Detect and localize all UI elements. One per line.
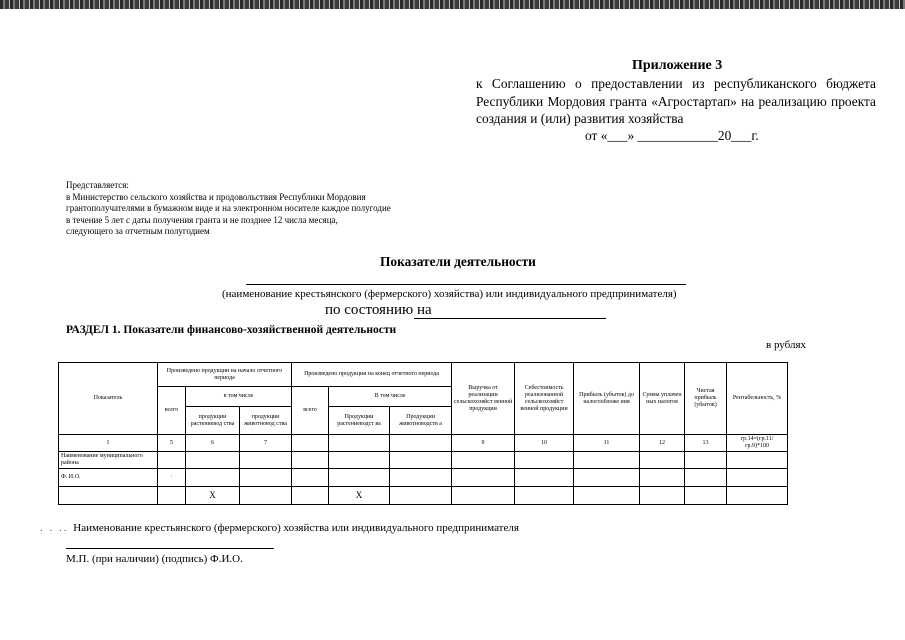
table-cell[interactable] [292, 469, 329, 487]
table-cell[interactable] [158, 452, 186, 469]
header-total-start: всего [158, 387, 186, 435]
table-cell[interactable] [452, 469, 515, 487]
header-including-end: В том числе [329, 387, 452, 407]
header-revenue: Выручка от реализации сельскохозяйст венной продукции [452, 363, 515, 435]
appendix-description: к Соглашению о предоставлении из республиканского бюджета Республики Мордовия гранта «Агростартап» на реализацию проекта создания и (или) развития хозяйства [476, 76, 876, 126]
signature-caption: М.П. (при наличии) (подпись) Ф.И.О. [66, 553, 243, 565]
table-cell[interactable] [727, 469, 788, 487]
farm-name-footer-text: Наименование крестьянского (фермерского) хозяйства или индивидуального предпринимателя [73, 522, 519, 534]
col-number: 11 [574, 435, 640, 452]
signature-fill-line [66, 548, 274, 549]
table-cell[interactable] [452, 487, 515, 505]
col-number: 13 [685, 435, 727, 452]
table-cell[interactable] [390, 469, 452, 487]
row-label-fio: Ф. И.О. [59, 469, 158, 487]
col-number: 6 [186, 435, 240, 452]
table-row [59, 487, 788, 505]
table-cell[interactable] [727, 487, 788, 505]
farm-name-fill-line [246, 284, 686, 285]
table-cell[interactable] [640, 452, 685, 469]
col-number [292, 435, 329, 452]
header-cost: Себестоимость реализованной сельскохозяйст венной продукции [515, 363, 574, 435]
financial-indicators-table [58, 362, 788, 505]
table-row [59, 452, 788, 469]
header-livestock-start: продукции животновод ства [240, 407, 292, 435]
table-cell[interactable] [158, 487, 186, 505]
table-cell[interactable] [292, 487, 329, 505]
table-row [59, 469, 788, 487]
header-taxes: Сумма уплачен ных налогов [640, 363, 685, 435]
submission-line: Представляется: [66, 180, 129, 190]
header-crop-start: продукции растениевод ства [186, 407, 240, 435]
col-number: 5 [158, 435, 186, 452]
table-cell[interactable] [727, 452, 788, 469]
currency-note: в рублях [766, 339, 807, 351]
col-number: 1 [59, 435, 158, 452]
table-cell[interactable] [186, 469, 240, 487]
table-cell[interactable]: · [158, 469, 186, 487]
as-of-fill-line [414, 318, 606, 319]
table-cell[interactable] [640, 469, 685, 487]
col-number-formula: гр.14=(гр.11/ гр.9)*100 [727, 435, 788, 452]
scan-edge-artifact [0, 0, 905, 9]
header-total-end: всего [292, 387, 329, 435]
table-cell[interactable] [574, 487, 640, 505]
header-profitability: Рентабельность, % [727, 363, 788, 435]
appendix-title: Приложение 3 [632, 58, 723, 73]
submission-note [66, 180, 391, 238]
section-title: РАЗДЕЛ 1. Показатели финансово-хозяйственной деятельности [66, 324, 397, 336]
appendix-date-line: от «___» ____________20___г. [585, 128, 759, 143]
col-number: 10 [515, 435, 574, 452]
table-cell[interactable] [390, 487, 452, 505]
submission-line: грантополучателями в бумажном виде и на электронном носителе каждое полугодие [66, 203, 391, 213]
farm-name-footer-label: . . .. Наименование крестьянского (фермерского) хозяйства или индивидуального предпринимателя [40, 522, 519, 534]
col-number: 7 [240, 435, 292, 452]
header-livestock-end: Продукции животноводств а [390, 407, 452, 435]
table-cell[interactable] [574, 469, 640, 487]
header-produced-start: Произведено продукции на начало отчетного периода [158, 363, 292, 387]
table-cell[interactable] [515, 469, 574, 487]
row-label-municipality: Наименование муниципального района [59, 452, 158, 469]
farm-name-caption: (наименование крестьянского (фермерского) хозяйства) или индивидуального предпринимателя) [222, 288, 677, 300]
table-cell[interactable] [685, 487, 727, 505]
table-cell[interactable] [329, 452, 390, 469]
table-cell[interactable] [292, 452, 329, 469]
col-number [329, 435, 390, 452]
header-including-start: в том числе [186, 387, 292, 407]
table-cell[interactable] [515, 487, 574, 505]
as-of-label: по состоянию на [325, 302, 432, 318]
submission-line: следующего за отчетным полугодием [66, 226, 210, 236]
table-cell[interactable] [685, 469, 727, 487]
x-mark: X [329, 487, 390, 505]
col-number: 9 [452, 435, 515, 452]
table-cell[interactable] [640, 487, 685, 505]
table-cell[interactable] [390, 452, 452, 469]
table-cell[interactable] [515, 452, 574, 469]
header-crop-end: Продукции растениеводст ва [329, 407, 390, 435]
table-cell[interactable] [240, 469, 292, 487]
submission-line: в течение 5 лет с даты получения гранта и не позднее 12 числа месяца, [66, 214, 338, 225]
header-indicator: Показатель [59, 363, 158, 435]
col-number [390, 435, 452, 452]
header-profit-before-tax: Прибыль (убыток) до налогообложе ния [574, 363, 640, 435]
table-cell[interactable] [59, 487, 158, 505]
table-cell[interactable] [329, 469, 390, 487]
x-mark: X [186, 487, 240, 505]
table-cell[interactable] [685, 452, 727, 469]
document-title: Показатели деятельности [380, 254, 536, 269]
col-number: 12 [640, 435, 685, 452]
header-produced-end: Произведено продукции на конец отчетного периода [292, 363, 452, 387]
table-cell[interactable] [574, 452, 640, 469]
table-cell[interactable] [186, 452, 240, 469]
submission-line: в Министерство сельского хозяйства и продовольствия Республики Мордовия [66, 191, 366, 202]
table-cell[interactable] [452, 452, 515, 469]
header-net-profit: Чистая прибыль (убыток) [685, 363, 727, 435]
table-cell[interactable] [240, 487, 292, 505]
table-cell[interactable] [240, 452, 292, 469]
